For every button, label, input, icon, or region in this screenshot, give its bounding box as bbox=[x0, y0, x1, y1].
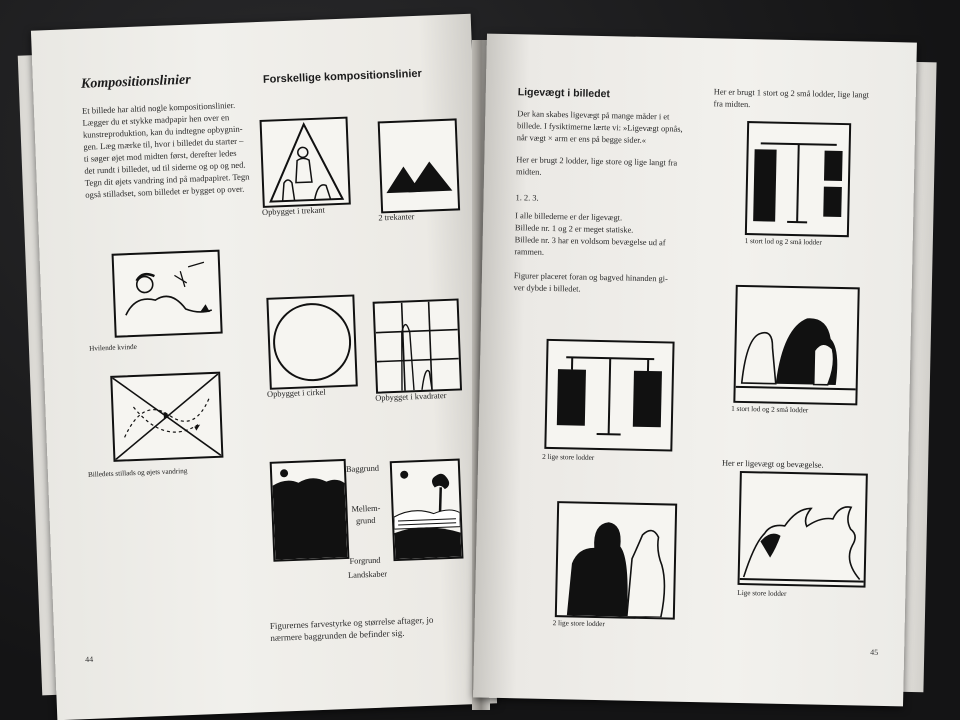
label-middleground-2: grund bbox=[355, 515, 376, 526]
right-heading: Ligevægt i billedet bbox=[517, 86, 611, 101]
caption-fig-c: 1 stort lod og 2 små lodder bbox=[731, 404, 809, 415]
right-text-4: Figurer placeret foran og bagved hinanden gi- ver dybde i billedet. bbox=[513, 271, 668, 294]
right-page bbox=[473, 34, 917, 707]
figure-landscape-1 bbox=[270, 459, 350, 562]
label-foreground: Forgrund bbox=[349, 555, 381, 566]
figure-scale-big-small bbox=[745, 121, 851, 237]
left-page bbox=[31, 14, 497, 720]
figure-scale-equal bbox=[544, 339, 674, 452]
right-numbers: 1. 2. 3. bbox=[515, 193, 539, 203]
caption-reclining: Hvilende kvinde bbox=[89, 342, 138, 353]
page-number-right: 45 bbox=[870, 647, 879, 657]
caption-landscapes: Landskaber bbox=[347, 569, 388, 580]
right-text-2: Her er brugt 2 lodder, lige store og lige langt fra midten. bbox=[516, 155, 678, 177]
figure-reclining-woman bbox=[112, 250, 223, 338]
top-right-text: Her er brugt 1 stort og 2 små lodder, lige langt fra midten. bbox=[713, 87, 870, 110]
figure-two-triangles bbox=[378, 118, 460, 213]
figure-animals bbox=[738, 471, 868, 588]
intro-text: Et billede har altid nogle kompositionslinier. Lægger du et stykke madpapir hen over en kunstreproduktion, kan du indtegne opbygnin- gen. Læg mærke til, hvor i billedet du starter – ti søger øjet mod midten først, derefter ledes det rundt i billedet, ud til siderne og op og ned. Tegn dit øjets vandring ind på madpapiret. Tegn også stilladset, som billedet er bygget op over. bbox=[81, 99, 250, 200]
footer-text: Figurernes farvestyrke og størrelse aftager, jo nærmere baggrunden de befinder sig. bbox=[269, 614, 434, 643]
figure-scaffold bbox=[110, 372, 223, 462]
label-middleground-1: Mellem- bbox=[351, 503, 381, 514]
caption-fig-b: 2 lige store lodder bbox=[542, 452, 595, 462]
figure-squares bbox=[373, 298, 462, 393]
label-fig-d: Her er ligevægt og bevægelse. bbox=[721, 458, 824, 470]
caption-fig-f: Lige store lodder bbox=[737, 588, 787, 598]
figure-landscape-2 bbox=[390, 459, 464, 562]
caption-two-triangles: 2 trekanter bbox=[378, 212, 415, 223]
right-text-1: Der kan skabes ligevægt på mange måder i et billede. I fysiktimerne lærte vi: »Ligevægt opnås, når vægt × arm er ens på begge sider.« bbox=[516, 109, 683, 145]
page-number-left: 44 bbox=[84, 654, 94, 665]
section-title: Kompositionslinier bbox=[80, 72, 191, 92]
figure-people-big-small bbox=[733, 285, 859, 406]
figure-triangle bbox=[260, 117, 351, 208]
caption-circle: Opbygget i cirkel bbox=[266, 387, 326, 399]
label-background: Baggrund bbox=[345, 463, 380, 474]
caption-squares: Opbygget i kvadrater bbox=[375, 391, 447, 403]
figure-circle bbox=[266, 294, 357, 389]
right-text-3: I alle billederne er der ligevægt. Billede nr. 1 og 2 er meget statiske. Billede nr. 3 har en voldsom bevægelse ud af rammen. bbox=[514, 211, 666, 257]
page-heading: Forskellige kompositionslinier bbox=[262, 67, 423, 86]
caption-triangle: Opbygget i trekant bbox=[261, 205, 325, 217]
figure-two-figures bbox=[555, 501, 677, 619]
caption-fig-e: 2 lige store lodder bbox=[552, 619, 605, 629]
caption-scaffold: Billedets stillads og øjets vandring bbox=[87, 467, 188, 479]
caption-fig-a: 1 stort lod og 2 små lodder bbox=[744, 237, 822, 247]
